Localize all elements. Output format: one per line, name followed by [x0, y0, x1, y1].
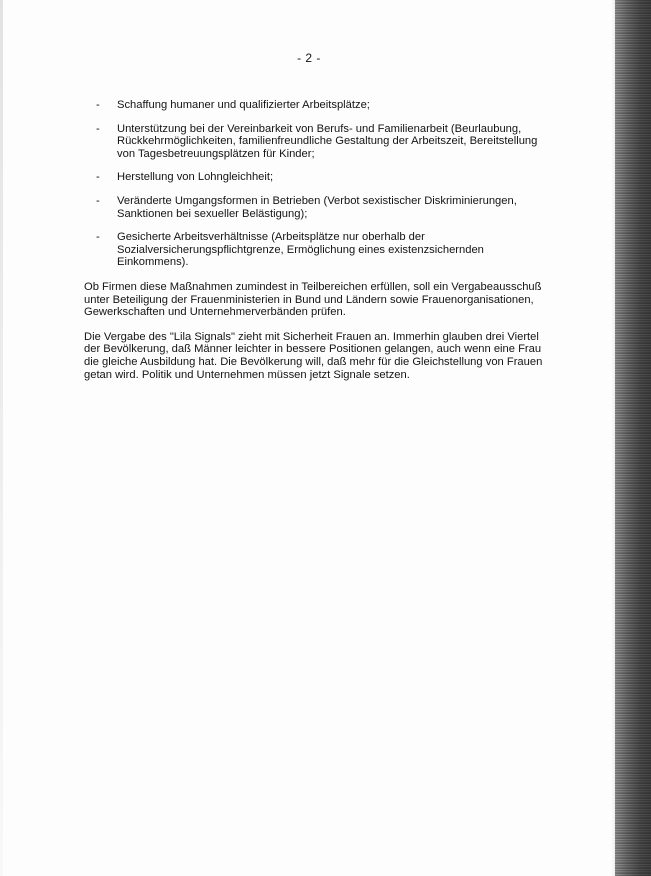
list-item — [84, 195, 544, 220]
list-item-text: Schaffung humaner und qualifizierter Arbeitsplätze; — [117, 99, 370, 111]
paragraph-lila-signal: Die Vergabe des "Lila Signals" zieht mit Sicherheit Frauen an. Immerhin glauben drei Viertel der Bevölkerung, daß Männer leichter in bessere Positionen gelangen, auch wenn eine Frau die gleiche Ausbildung hat. Die Bevölkerung will, daß mehr für die Gleichstellung von Frauen getan wird. Politik und Unternehmen müssen jetzt Signale setzen. — [84, 330, 543, 381]
bullet-dash: - — [96, 122, 100, 135]
list-item — [84, 123, 544, 161]
list-item — [84, 231, 544, 269]
bullet-dash: - — [96, 194, 100, 207]
bullet-dash: - — [96, 171, 100, 184]
document-body — [84, 99, 544, 393]
page-number: - 2 - — [297, 51, 321, 65]
list-item-text: Gesicherte Arbeitsverhältnisse (Arbeitsplätze nur oberhalb der Sozialversicherungspflichtgrenze, Ermöglichung eines existenzsichernden Einkommens). — [117, 231, 484, 269]
scan-left-edge — [0, 0, 3, 876]
bullet-dash: - — [96, 99, 100, 111]
list-item — [84, 99, 544, 112]
bullet-dash: - — [96, 231, 100, 244]
bullet-list — [84, 99, 544, 269]
list-item — [84, 171, 544, 184]
list-item-text: Unterstützung bei der Vereinbarkeit von Berufs- und Familienarbeit (Beurlaubung, Rückkehrmöglichkeiten, familienfreundliche Gestaltung der Arbeitszeit, Bereitstellung von Tagesbetreuungsplätzen für Kinder; — [117, 122, 538, 160]
paragraph-committee: Ob Firmen diese Maßnahmen zumindest in Teilbereichen erfüllen, soll ein Vergabeausschuß unter Beteiligung der Frauenministerien in Bund und Ländern sowie Frauenorganisationen, Gewerkschaften und Unternehmerverbänden prüfen. — [84, 280, 542, 319]
list-item-text: Veränderte Umgangsformen in Betrieben (Verbot sexistischer Diskriminierungen, Sanktionen bei sexueller Belästigung); — [117, 194, 517, 220]
list-item-text: Herstellung von Lohngleichheit; — [117, 171, 274, 184]
scan-right-edge — [615, 0, 651, 876]
